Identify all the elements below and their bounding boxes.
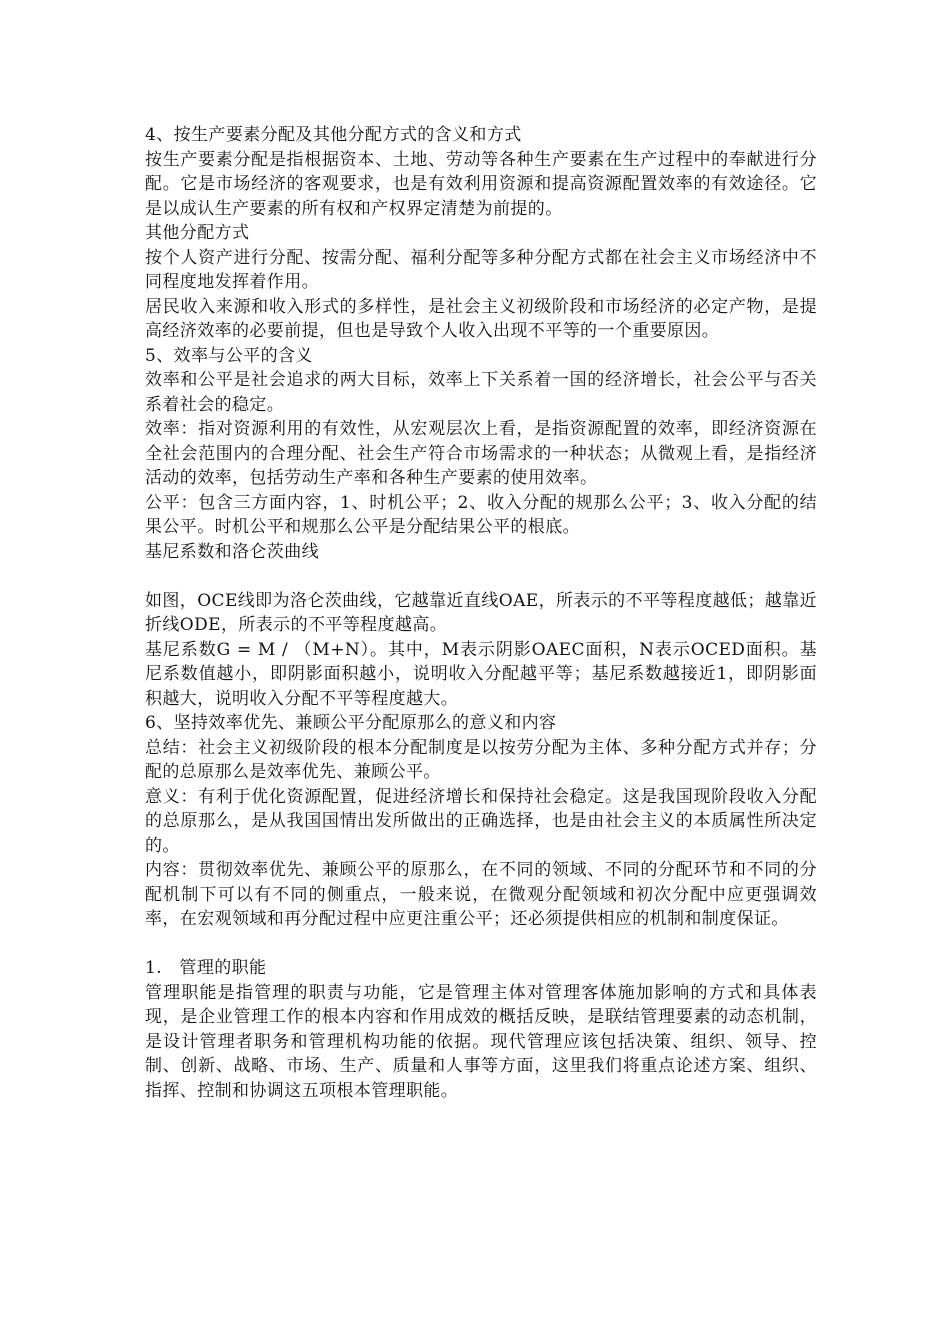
subheading-gini-lorenz: 基尼系数和洛仑茨曲线: [145, 541, 319, 562]
paragraph: 效率：指对资源利用的有效性，从宏观层次上看，是指资源配置的效率，即经济资源在全社会范围内的合理分配、社会生产符合市场需求的一种状态；从微观上看，是指经济活动的效率，包括劳动生产率和各种生产要素的使用效率。: [145, 419, 817, 488]
paragraph: 居民收入来源和收入形式的多样性，是社会主义初级阶段和市场经济的必定产物，是提高经济效率的必要前提，但也是导致个人收入出现不平等的一个重要原因。: [145, 296, 817, 341]
section-heading-6: 6、坚持效率优先、兼顾公平分配原那么的意义和内容: [145, 713, 557, 733]
blank-line: [145, 932, 817, 957]
section-heading-4: 4、按生产要素分配及其他分配方式的含义和方式: [145, 125, 522, 145]
section-heading-management-functions: 1. 管理的职能: [145, 958, 267, 978]
subheading-other-distribution: 其他分配方式: [145, 223, 250, 243]
paragraph: 如图，OCE线即为洛仑茨曲线，它越靠近直线OAE，所表示的不平等程度越低；越靠近折线ODE，所表示的不平等程度越高。: [145, 590, 817, 635]
paragraph: 意义：有利于优化资源配置，促进经济增长和保持社会稳定。这是我国现阶段收入分配的总原那么，是从我国国情出发所做出的正确选择，也是由社会主义的本质属性所决定的。: [145, 786, 817, 856]
paragraph: 内容：贯彻效率优先、兼顾公平的原那么，在不同的领域、不同的分配环节和不同的分配机制下可以有不同的侧重点，一般来说，在微观分配领域和初次分配中应更强调效率，在宏观领域和再分配过程中应更注重公平；还必须提供相应的机制和制度保证。: [145, 860, 817, 929]
document-body: [145, 123, 817, 1103]
blank-line: [145, 564, 817, 589]
paragraph: 管理职能是指管理的职责与功能，它是管理主体对管理客体施加影响的方式和具体表现，是企业管理工作的根本内容和作用成效的概括反映，是联结管理要素的动态机制，是设计管理者职务和管理机构功能的依据。现代管理应该包括决策、组织、领导、控制、创新、战略、市场、生产、质量和人事等方面，这里我们将重点论述方案、组织、指挥、控制和协调这五项根本管理职能。: [145, 982, 817, 1101]
paragraph: 效率和公平是社会追求的两大目标，效率上下关系着一国的经济增长，社会公平与否关系着社会的稳定。: [145, 370, 817, 415]
paragraph: 公平：包含三方面内容，1、时机公平；2、收入分配的规那么公平；3、收入分配的结果公平。时机公平和规那么公平是分配结果公平的根底。: [145, 492, 817, 537]
paragraph: 基尼系数G = M / （M+N）。其中，M表示阴影OAEC面积，N表示OCED面积。基尼系数值越小，即阴影面积越小，说明收入分配越平等；基尼系数越接近1，即阴影面积越大，说明收入分配不平等程度越大。: [145, 639, 817, 709]
paragraph: 按生产要素分配是指根据资本、土地、劳动等各种生产要素在生产过程中的奉献进行分配。它是市场经济的客观要求，也是有效利用资源和提高资源配置效率的有效途径。它是以成认生产要素的所有权和产权界定清楚为前提的。: [145, 149, 817, 219]
paragraph: 总结：社会主义初级阶段的根本分配制度是以按劳分配为主体、多种分配方式并存；分配的总原那么是效率优先、兼顾公平。: [145, 737, 817, 782]
section-heading-5: 5、效率与公平的含义: [145, 345, 313, 366]
paragraph: 按个人资产进行分配、按需分配、福利分配等多种分配方式都在社会主义市场经济中不同程度地发挥着作用。: [145, 247, 817, 292]
